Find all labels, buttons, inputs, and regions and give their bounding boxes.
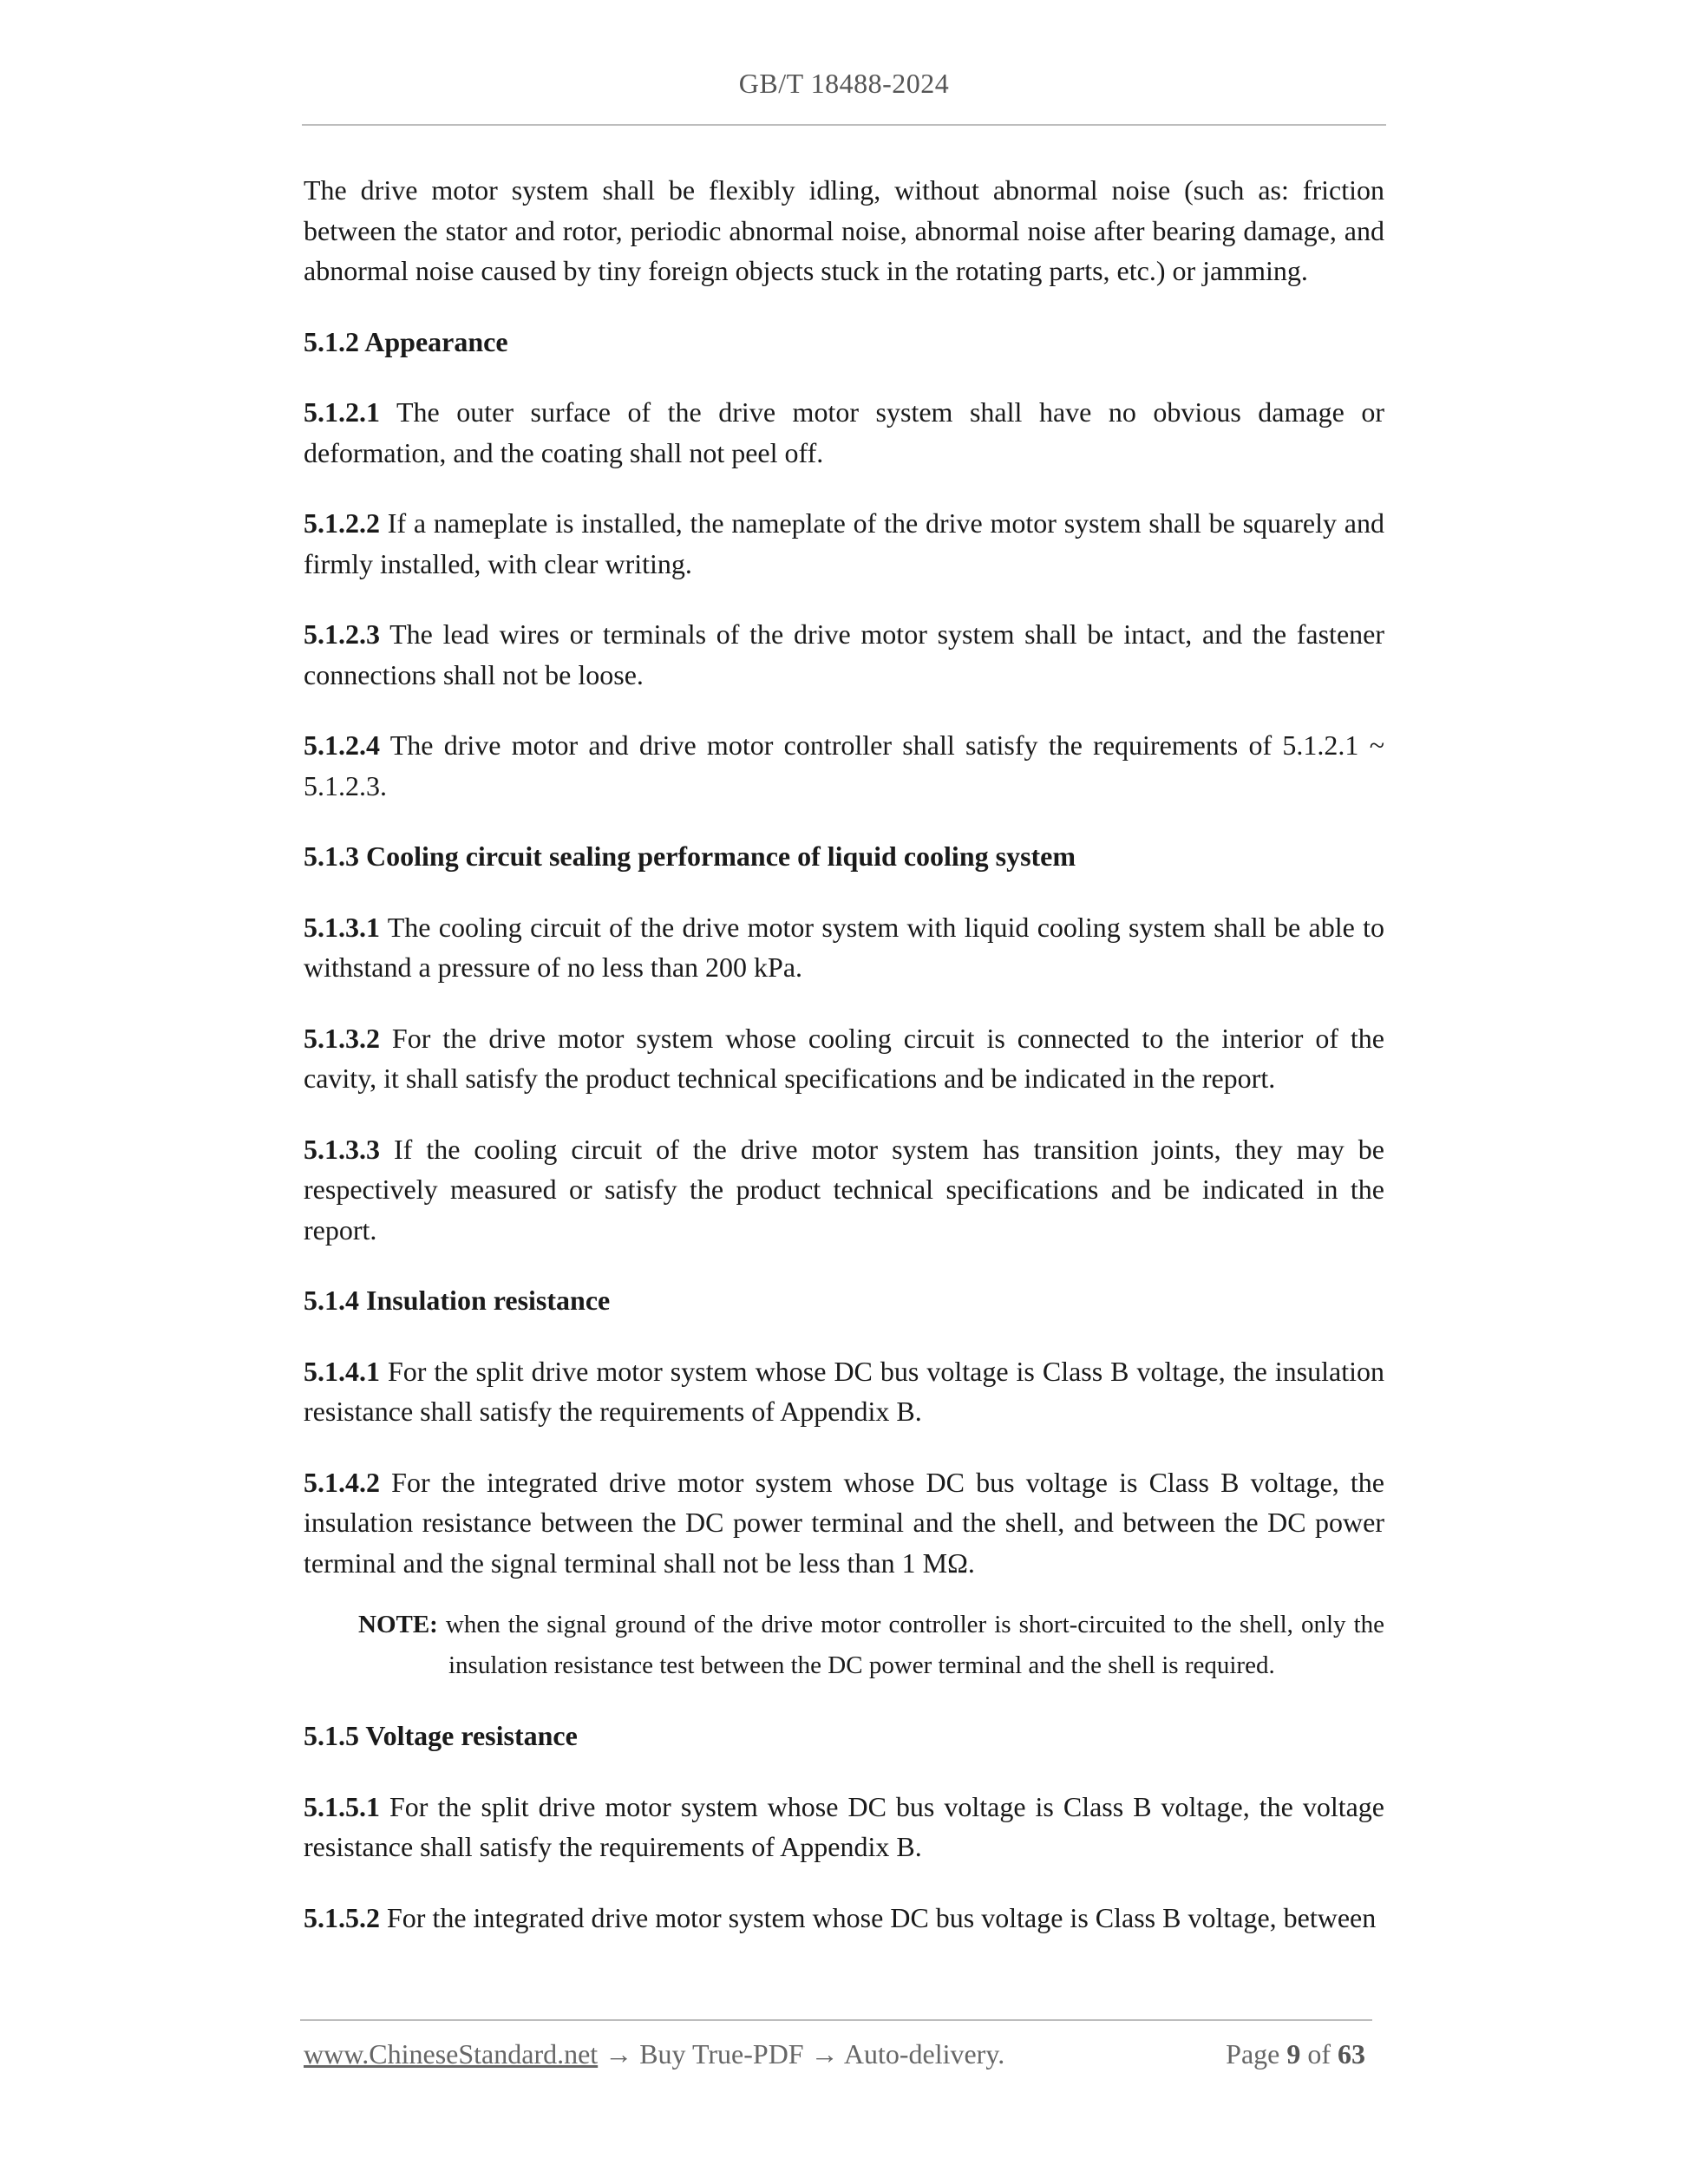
- note-label: NOTE:: [358, 1611, 438, 1638]
- page-label: Page: [1226, 2038, 1280, 2070]
- section-5-1-3-heading: 5.1.3 Cooling circuit sealing performance of liquid cooling system: [304, 840, 1076, 872]
- page-of-label: of: [1307, 2038, 1331, 2070]
- clause-5-1-4-2: [304, 1462, 1384, 1584]
- clause-number: 5.1.3.3: [304, 1133, 380, 1165]
- clause-number: 5.1.2.3: [304, 618, 380, 650]
- clause-number: 5.1.3.1: [304, 911, 380, 943]
- clause-text: For the integrated drive motor system whose DC bus voltage is Class B voltage, between: [380, 1901, 1377, 1933]
- clause-5-1-3-1: [304, 907, 1384, 988]
- clause-text: The cooling circuit of the drive motor system with liquid cooling system shall be able to withstand a pressure of no less than 200 kPa.: [304, 911, 1384, 983]
- clause-number: 5.1.2.2: [304, 507, 380, 539]
- clause-number: 5.1.2.4: [304, 729, 380, 761]
- clause-5-1-2-4: [304, 725, 1384, 806]
- note-paragraph: [358, 1605, 1384, 1685]
- note-text: when the signal ground of the drive motor controller is short-circuited to the shell, only the insulation resistance test between the DC power terminal and the shell is required.: [437, 1611, 1384, 1679]
- clause-number: 5.1.5.2: [304, 1901, 380, 1933]
- clause-text: For the split drive motor system whose DC bus voltage is Class B voltage, the voltage resistance shall satisfy the requirements of Appendix B.: [304, 1790, 1384, 1862]
- clause-5-1-4-1: [304, 1351, 1384, 1432]
- clause-text: If a nameplate is installed, the nameplate of the drive motor system shall be squarely and firmly installed, with clear writing.: [304, 507, 1384, 579]
- clause-5-1-5-2: [304, 1898, 1384, 1939]
- clause-5-1-5-1: [304, 1787, 1384, 1867]
- clause-5-1-2-2: [304, 503, 1384, 584]
- header-title: GB/T 18488-2024: [738, 68, 950, 99]
- section-5-1-5-heading: 5.1.5 Voltage resistance: [304, 1720, 578, 1751]
- clause-text: If the cooling circuit of the drive motor system has transition joints, they may be respectively measured or satisfy the product technical specifications and be indicated in the report.: [304, 1133, 1384, 1246]
- clause-number: 5.1.4.2: [304, 1466, 380, 1498]
- clause-text: The lead wires or terminals of the drive motor system shall be intact, and the fastener connections shall not be loose.: [304, 618, 1384, 690]
- current-page-number: 9: [1286, 2038, 1301, 2070]
- clause-number: 5.1.3.2: [304, 1022, 380, 1054]
- page-indicator: [1226, 2038, 1365, 2070]
- clause-number: 5.1.5.1: [304, 1790, 380, 1822]
- header-divider: [302, 124, 1386, 126]
- clause-5-1-2-1: [304, 392, 1384, 473]
- section-5-1-2-heading: 5.1.2 Appearance: [304, 325, 508, 357]
- clause-text: The drive motor and drive motor controller shall satisfy the requirements of 5.1.2.1 ~ 5.1.2.3.: [304, 729, 1384, 801]
- footer-promo: [304, 2038, 1004, 2070]
- clause-number: 5.1.4.1: [304, 1355, 380, 1387]
- total-page-count: 63: [1338, 2038, 1365, 2070]
- website-link[interactable]: www.ChineseStandard.net: [304, 2038, 599, 2070]
- page-footer: [304, 2038, 1372, 2078]
- section-5-1-4-heading: 5.1.4 Insulation resistance: [304, 1285, 611, 1316]
- clause-text: For the drive motor system whose cooling circuit is connected to the interior of the cavity, it shall satisfy the product technical specifications and be indicated in the report.: [304, 1022, 1384, 1094]
- clause-5-1-2-3: [304, 614, 1384, 695]
- document-body: [304, 170, 1384, 1968]
- clause-5-1-3-3: [304, 1129, 1384, 1251]
- intro-paragraph: The drive motor system shall be flexibly idling, without abnormal noise (such as: friction between the stator and rotor, periodic abnormal noise, abnormal noise after bearing damage, and abnormal noise caused by tiny foreign objects stuck in the rotating parts, etc.) or jamming.: [304, 174, 1384, 286]
- clause-text: The outer surface of the drive motor system shall have no obvious damage or deformation, and the coating shall not peel off.: [304, 396, 1384, 468]
- clause-5-1-3-2: [304, 1018, 1384, 1099]
- footer-tagline: → Buy True-PDF → Auto-delivery.: [598, 2038, 1005, 2070]
- clause-number: 5.1.2.1: [304, 396, 380, 428]
- clause-text: For the integrated drive motor system whose DC bus voltage is Class B voltage, the insulation resistance between the DC power terminal and the shell, and between the DC power terminal and the signal terminal shall not be less than 1 MΩ.: [304, 1466, 1384, 1579]
- clause-text: For the split drive motor system whose DC bus voltage is Class B voltage, the insulation resistance shall satisfy the requirements of Appendix B.: [304, 1355, 1384, 1427]
- footer-divider: [300, 2019, 1372, 2021]
